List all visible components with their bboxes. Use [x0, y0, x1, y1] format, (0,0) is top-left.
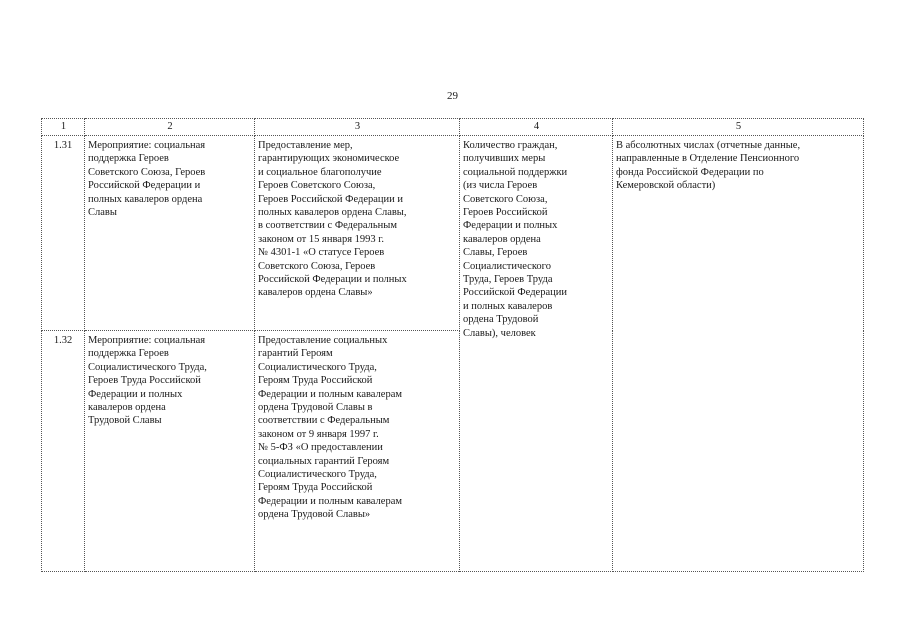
- row-number: 1.31: [42, 136, 85, 331]
- description-line: кавалеров ордена Славы»: [258, 287, 373, 299]
- description-line: гарантирующих экономическое: [258, 153, 400, 165]
- description-cell: [255, 331, 460, 572]
- measurement-line: Кемеровской области): [616, 180, 716, 192]
- measurement-cell: [613, 136, 864, 572]
- description-line: ордена Трудовой Славы в: [258, 402, 373, 414]
- indicator-line: Славы), человек: [463, 327, 536, 339]
- event-line: поддержка Героев: [88, 153, 169, 165]
- description-line: гарантий Героям: [258, 348, 333, 360]
- indicator-cell: [460, 136, 613, 572]
- event-line: Героев Труда Российской: [88, 375, 201, 387]
- description-line: соответствии с Федеральным: [258, 415, 390, 427]
- indicator-line: ордена Трудовой: [463, 314, 539, 326]
- indicator-line: Российской Федерации: [463, 287, 567, 299]
- indicator-line: Социалистического: [463, 260, 551, 272]
- indicator-line: Труда, Героев Труда: [463, 274, 553, 286]
- description-line: ордена Трудовой Славы»: [258, 509, 371, 521]
- description-line: в соответствии с Федеральным: [258, 220, 397, 232]
- column-header-4: 4: [460, 119, 613, 136]
- description-line: № 5-ФЗ «О предоставлении: [258, 442, 383, 454]
- event-line: поддержка Героев: [88, 348, 169, 360]
- indicator-line: Славы, Героев: [463, 247, 528, 259]
- description-line: законом от 15 января 1993 г.: [258, 233, 385, 245]
- event-line: Мероприятие: социальная: [88, 140, 206, 151]
- indicator-line: кавалеров ордена: [463, 233, 541, 245]
- program-table: [41, 118, 864, 572]
- description-line: № 4301-1 «О статусе Героев: [258, 247, 385, 259]
- description-line: Социалистического Труда,: [258, 361, 377, 373]
- measurement-line: В абсолютных числах (отчетные данные,: [616, 140, 801, 151]
- description-line: Федерации и полным кавалерам: [258, 495, 403, 507]
- measurement-line: фонда Российской Федерации по: [616, 166, 764, 178]
- table-row: [42, 136, 864, 331]
- event-line: Социалистического Труда,: [88, 361, 207, 373]
- event-line: кавалеров ордена: [88, 402, 166, 414]
- column-header-1: 1: [42, 119, 85, 136]
- page-number: 29: [447, 90, 458, 102]
- description-line: Предоставление мер,: [258, 140, 353, 151]
- description-line: Героям Труда Российской: [258, 482, 373, 494]
- table-header-row: [42, 119, 864, 136]
- description-line: Социалистического Труда,: [258, 469, 377, 481]
- column-header-2: 2: [85, 119, 255, 136]
- event-line: полных кавалеров ордена: [88, 193, 203, 205]
- indicator-line: социальной поддержки: [463, 166, 568, 178]
- indicator-line: Количество граждан,: [463, 140, 558, 151]
- description-cell: [255, 136, 460, 331]
- measurement-line: направленные в Отделение Пенсионного: [616, 153, 800, 165]
- column-header-3: 3: [255, 119, 460, 136]
- description-line: Героев Российской Федерации и: [258, 193, 404, 205]
- description-line: Федерации и полным кавалерам: [258, 388, 403, 400]
- indicator-line: Советского Союза,: [463, 193, 548, 205]
- description-line: Предоставление социальных: [258, 335, 388, 346]
- event-cell: [85, 331, 255, 572]
- description-line: социальных гарантий Героям: [258, 455, 390, 467]
- description-line: Советского Союза, Героев: [258, 260, 376, 272]
- event-line: Трудовой Славы: [88, 415, 162, 427]
- description-line: и социальное благополучие: [258, 166, 382, 178]
- description-line: Российской Федерации и полных: [258, 274, 407, 286]
- description-line: полных кавалеров ордена Славы,: [258, 207, 407, 219]
- description-line: Героям Труда Российской: [258, 375, 373, 387]
- indicator-line: (из числа Героев: [463, 180, 538, 192]
- row-number: 1.32: [42, 331, 85, 572]
- event-cell: [85, 136, 255, 331]
- event-line: Советского Союза, Героев: [88, 166, 206, 178]
- indicator-line: Федерации и полных: [463, 220, 558, 232]
- description-line: Героев Советского Союза,: [258, 180, 376, 192]
- indicator-line: и полных кавалеров: [463, 300, 553, 312]
- event-line: Российской Федерации и: [88, 180, 201, 192]
- indicator-line: Героев Российской: [463, 207, 548, 219]
- column-header-5: 5: [613, 119, 864, 136]
- event-line: Славы: [88, 207, 117, 219]
- event-line: Мероприятие: социальная: [88, 335, 206, 346]
- event-line: Федерации и полных: [88, 388, 183, 400]
- indicator-line: получивших меры: [463, 153, 546, 165]
- description-line: законом от 9 января 1997 г.: [258, 428, 379, 440]
